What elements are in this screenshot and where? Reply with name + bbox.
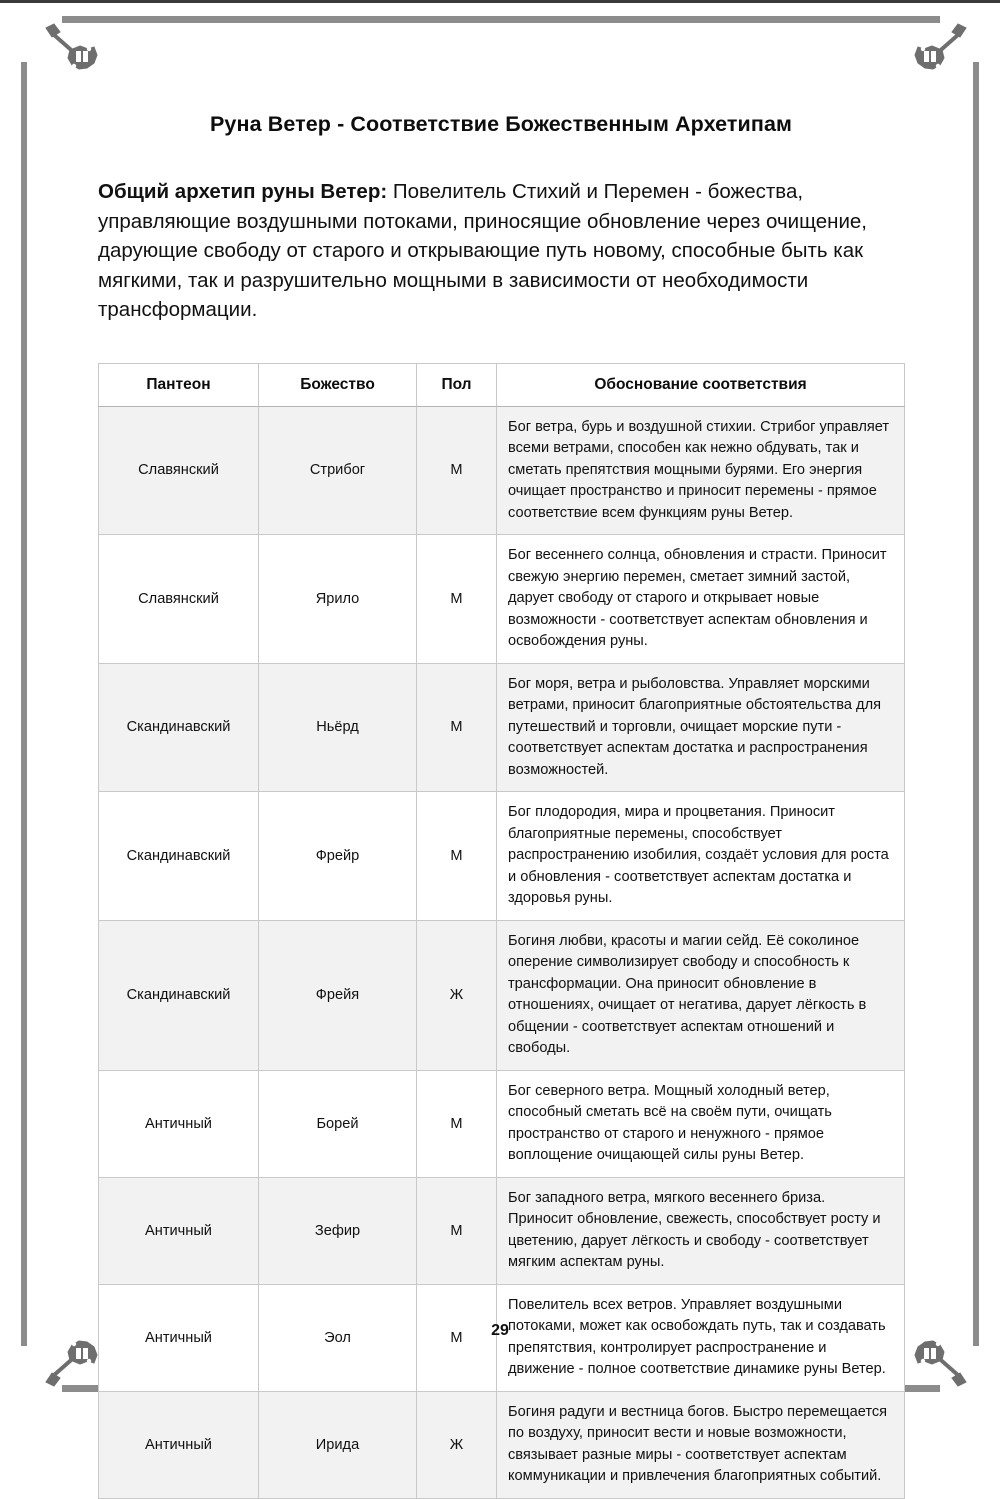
cell-gender: Ж xyxy=(417,1391,497,1498)
key-rosette-ornament xyxy=(900,22,978,100)
cell-reason: Бог плодородия, мира и процветания. Приносит благоприятные перемены, способствует распространению изобилия, создаёт условия для роста и обновления - соответствует аспектам достатка и здоровья руны. xyxy=(497,792,905,921)
cell-reason: Бог северного ветра. Мощный холодный ветер, способный сметать всё на своём пути, очищать пространство от старого и ненужного - прямое воплощение очищающей силы руны Ветер. xyxy=(497,1070,905,1177)
column-header-pantheon: Пантеон xyxy=(99,363,259,406)
intro-lead-label: Общий архетип руны Ветер: xyxy=(98,180,388,203)
cell-gender: М xyxy=(417,1177,497,1284)
frame-rule-top xyxy=(62,16,940,23)
cell-gender: Ж xyxy=(417,920,497,1070)
intro-body-text: Повелитель Стихий и Перемен - божества, управляющие воздушными потоками, приносящие обновление через очищение, дарующие свободу от старого и открывающие путь новому, способные быть как мягкими, так и разрушительно мощными в зависимости от необходимости трансформации. xyxy=(98,180,868,321)
cell-pantheon: Скандинавский xyxy=(99,920,259,1070)
cell-reason: Повелитель всех ветров. Управляет воздушными потоками, может как освобождать путь, так и создавать препятствия, контролирует распространение и движение - полное соответствие динамике руны Ветер. xyxy=(497,1284,905,1391)
table-row xyxy=(99,920,905,1070)
cell-pantheon: Античный xyxy=(99,1070,259,1177)
table-row xyxy=(99,1070,905,1177)
column-header-deity: Божество xyxy=(259,363,417,406)
cell-gender: М xyxy=(417,535,497,664)
cell-deity: Стрибог xyxy=(259,406,417,535)
frame-rule-left xyxy=(21,62,27,1346)
cell-gender: М xyxy=(417,663,497,792)
document-content xyxy=(98,112,904,1499)
cell-deity: Фрейя xyxy=(259,920,417,1070)
cell-pantheon: Скандинавский xyxy=(99,792,259,921)
cell-pantheon: Славянский xyxy=(99,535,259,664)
table-row xyxy=(99,663,905,792)
cell-reason: Бог ветра, бурь и воздушной стихии. Стрибог управляет всеми ветрами, способен как нежно обдувать, так и сметать препятствия мощными бурями. Его энергия очищает пространство и приносит перемены - прямое соответствие всем функциям руны Ветер. xyxy=(497,406,905,535)
cell-deity: Ньёрд xyxy=(259,663,417,792)
cell-reason: Бог весеннего солнца, обновления и страсти. Приносит свежую энергию перемен, сметает зимний застой, дарует свободу от старого и открывает новые возможности - соответствует аспектам обновления и освобождения руны. xyxy=(497,535,905,664)
table-row xyxy=(99,406,905,535)
cell-reason: Богиня радуги и вестница богов. Быстро перемещается по воздуху, приносит вести и новые возможности, связывает разные миры - соответствует аспектам коммуникации и привлечения благоприятных событий. xyxy=(497,1391,905,1498)
cell-reason: Бог моря, ветра и рыболовства. Управляет морскими ветрами, приносит благоприятные обстоятельства для путешествий и торговли, очищает морские пути - соответствует аспектам достатка и распространения возможностей. xyxy=(497,663,905,792)
cell-pantheon: Античный xyxy=(99,1391,259,1498)
column-header-gender: Пол xyxy=(417,363,497,406)
table-row xyxy=(99,792,905,921)
table-row xyxy=(99,1391,905,1498)
cell-deity: Борей xyxy=(259,1070,417,1177)
frame-rule-right xyxy=(973,62,979,1346)
cell-reason: Богиня любви, красоты и магии сейд. Её соколиное оперение символизирует свободу и способность к трансформации. Она приносит обновление в отношениях, очищает от негатива, дарует лёгкость в общении - соответствует аспектам отношений и свободы. xyxy=(497,920,905,1070)
intro-paragraph xyxy=(98,177,904,325)
cell-gender: М xyxy=(417,1070,497,1177)
page-top-edge-rule xyxy=(0,0,1000,3)
cell-deity: Ирида xyxy=(259,1391,417,1498)
cell-deity: Зефир xyxy=(259,1177,417,1284)
cell-pantheon: Славянский xyxy=(99,406,259,535)
cell-pantheon: Античный xyxy=(99,1177,259,1284)
key-rosette-ornament xyxy=(34,22,112,100)
cell-deity: Эол xyxy=(259,1284,417,1391)
cell-reason: Бог западного ветра, мягкого весеннего бриза. Приносит обновление, свежесть, способствует росту и цветению, дарует лёгкость и свободу - соответствует мягким аспектам руны. xyxy=(497,1177,905,1284)
page-number: 29 xyxy=(491,1322,509,1339)
table-row xyxy=(99,535,905,664)
table-row xyxy=(99,1177,905,1284)
table-header xyxy=(99,363,905,406)
cell-gender: М xyxy=(417,406,497,535)
cell-gender: М xyxy=(417,1284,497,1391)
table-header-row xyxy=(99,363,905,406)
cell-pantheon: Скандинавский xyxy=(99,663,259,792)
page-title: Руна Ветер - Соответствие Божественным Архетипам xyxy=(209,112,793,136)
cell-pantheon: Античный xyxy=(99,1284,259,1391)
cell-gender: М xyxy=(417,792,497,921)
column-header-reason: Обоснование соответствия xyxy=(497,363,905,406)
cell-deity: Ярило xyxy=(259,535,417,664)
cell-deity: Фрейр xyxy=(259,792,417,921)
